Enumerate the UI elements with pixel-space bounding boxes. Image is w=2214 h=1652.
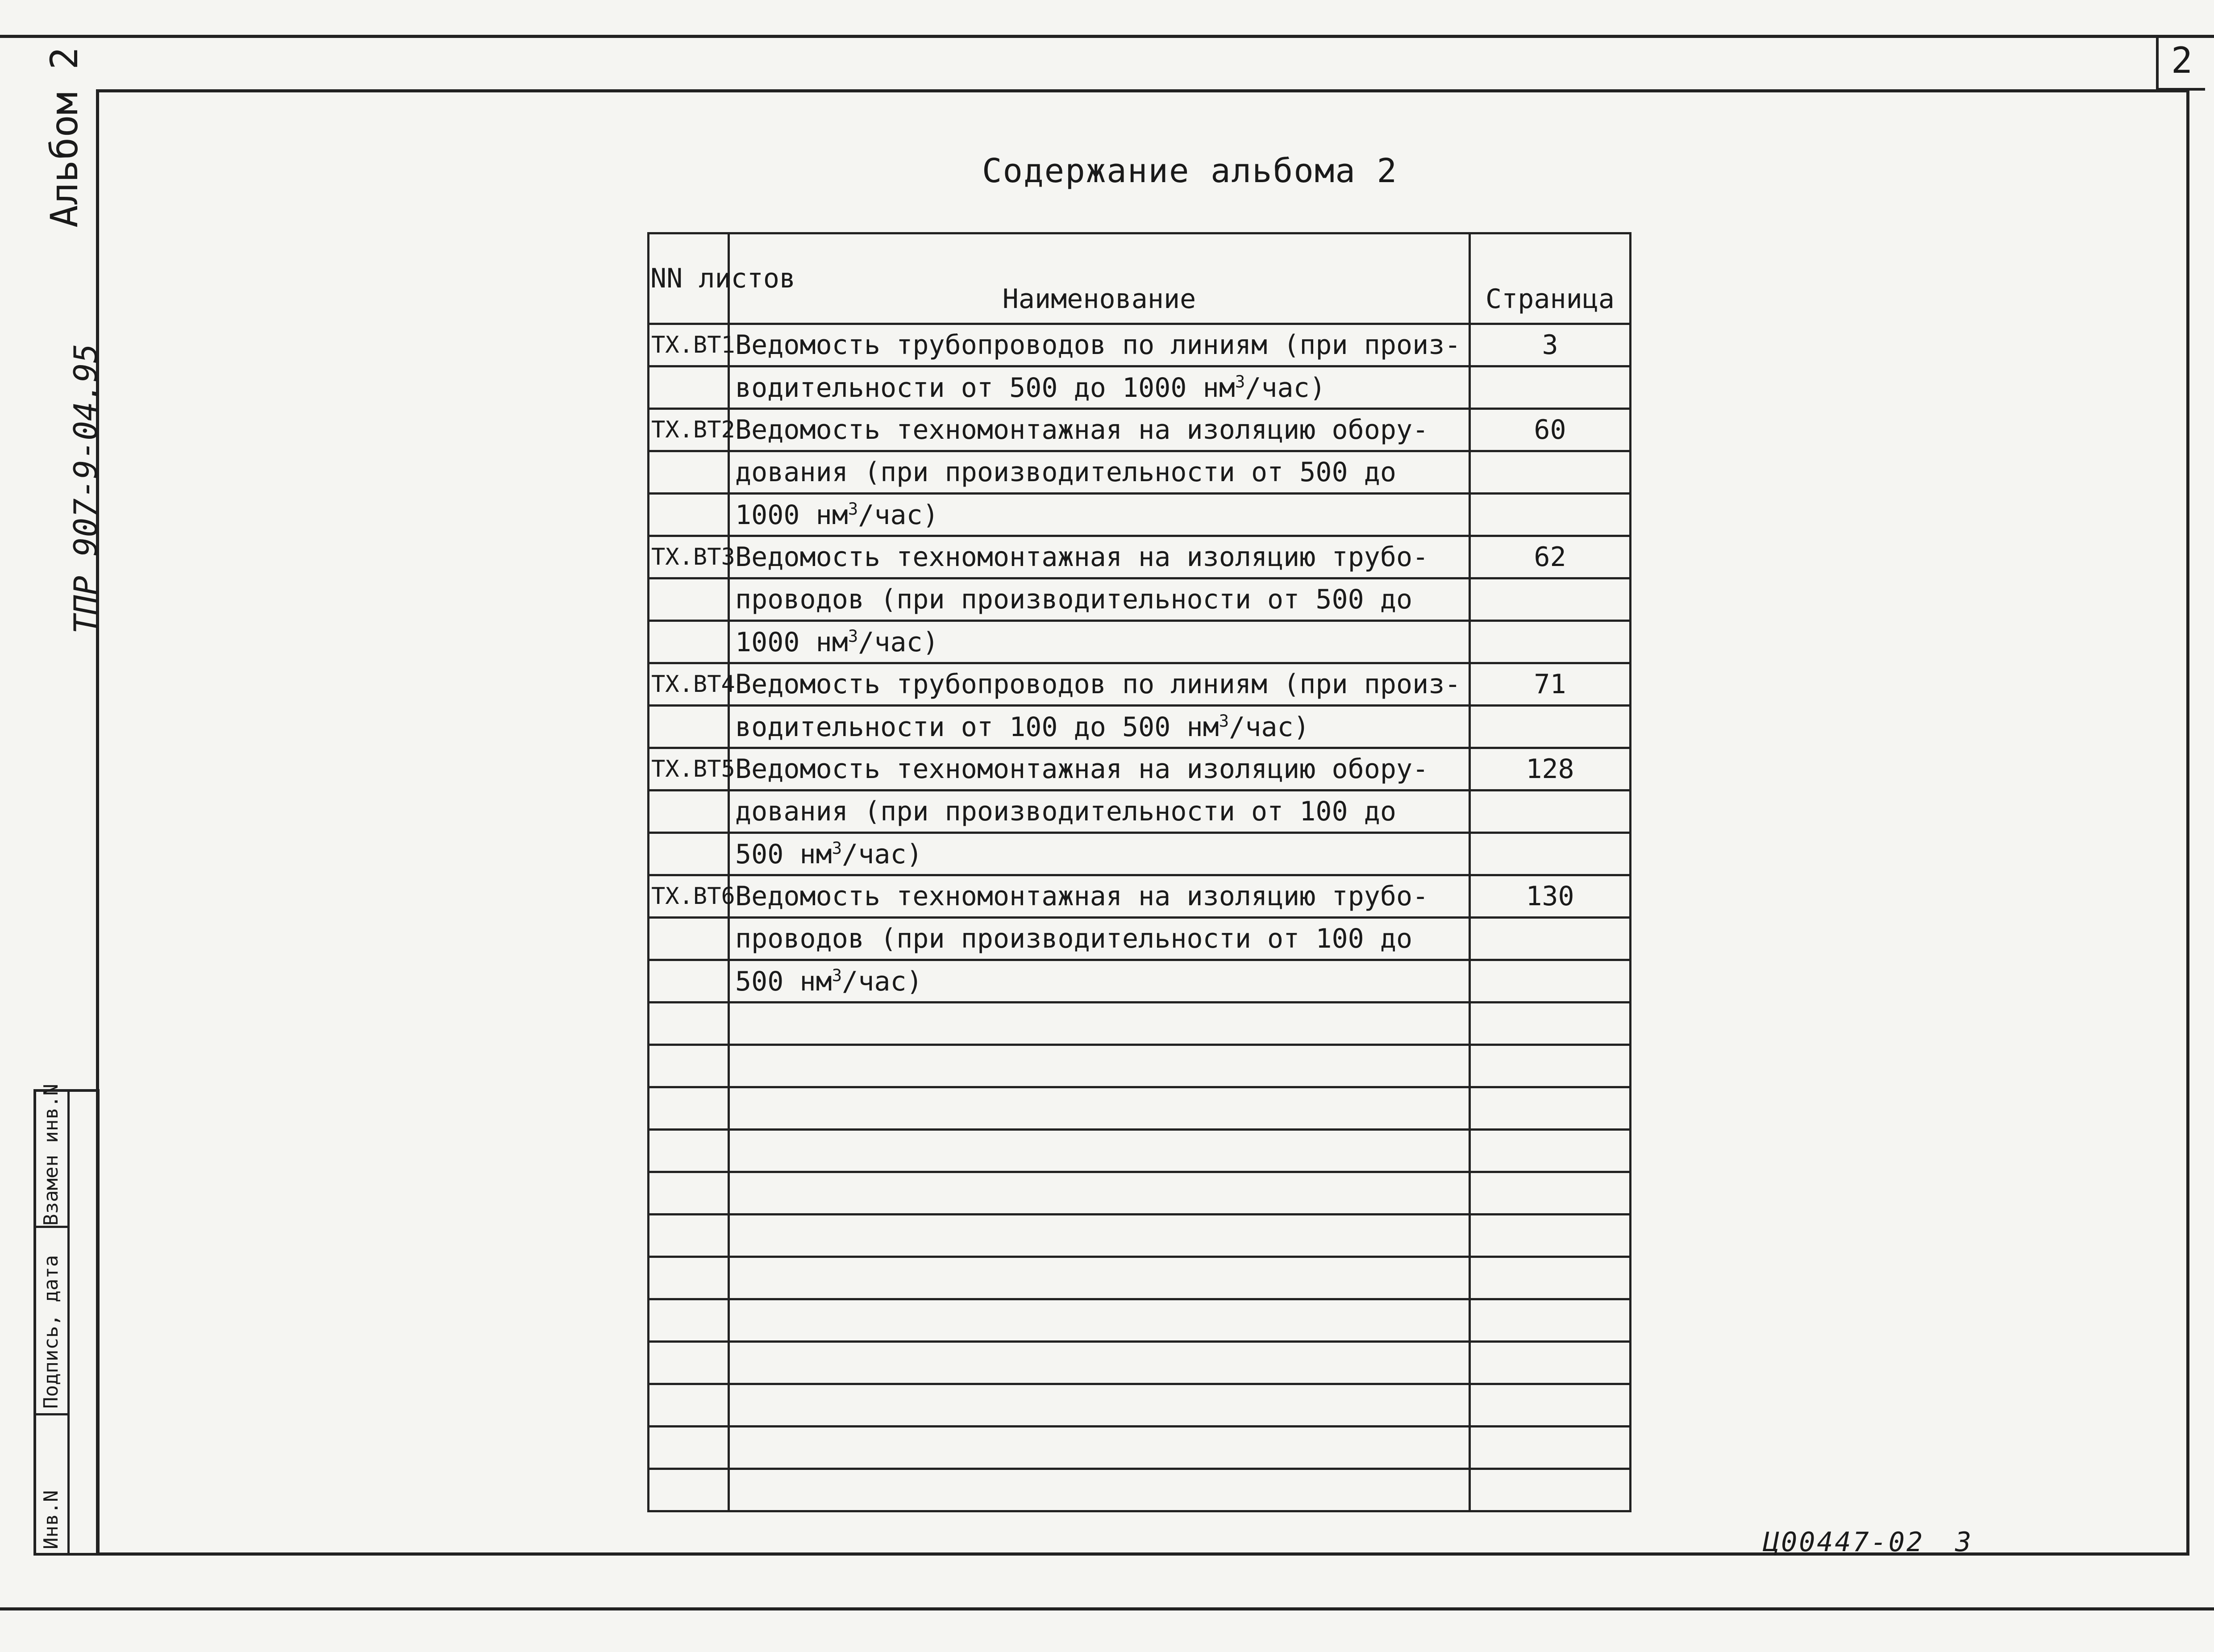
item-name-text: водительности от 100 до 500 нм (735, 711, 1219, 743)
sheet-code-cell: ТХ.ВТ2 (649, 409, 729, 451)
empty-cell (1470, 1427, 1631, 1469)
item-name-cell (729, 324, 1470, 366)
unit-tail: /час) (842, 965, 923, 997)
item-name-text: водительности от 500 до 1000 нм (735, 372, 1235, 404)
empty-cell (649, 1045, 729, 1087)
item-name-text: 1000 нм (735, 499, 848, 531)
sheet-code-cell (649, 451, 729, 494)
page-cell: 130 (1470, 875, 1631, 918)
empty-cell (649, 1257, 729, 1299)
empty-cell (649, 1172, 729, 1215)
table-row (649, 451, 1631, 494)
table-row (649, 706, 1631, 748)
page-cell: 71 (1470, 663, 1631, 706)
table-header-row (649, 233, 1631, 324)
table-row (649, 621, 1631, 663)
empty-cell (729, 1342, 1470, 1384)
unit-tail: /час) (1245, 372, 1326, 404)
table-row (649, 833, 1631, 875)
page-cell (1470, 366, 1631, 409)
sheet-code-cell (649, 578, 729, 621)
unit-tail: /час) (842, 838, 923, 870)
table-row (649, 366, 1631, 409)
empty-cell (1470, 1003, 1631, 1045)
page-cell (1470, 621, 1631, 663)
table-row (649, 960, 1631, 1003)
project-code: ТПР 907-9-04.95 (67, 343, 104, 634)
empty-cell (1470, 1469, 1631, 1511)
empty-cell (1470, 1130, 1631, 1172)
stamp-cell-signature (36, 1228, 67, 1415)
item-name-cell (729, 536, 1470, 578)
sheet-code-cell: ТХ.ВТ5 (649, 748, 729, 791)
empty-cell (729, 1003, 1470, 1045)
page-cell: 128 (1470, 748, 1631, 791)
empty-cell (1470, 1172, 1631, 1215)
stamp-divider (67, 1092, 70, 1553)
empty-row (649, 1299, 1631, 1342)
stamp-inv-number: Инв.N (40, 1490, 62, 1549)
empty-cell (729, 1045, 1470, 1087)
item-name-cell (729, 791, 1470, 833)
sheet-code-cell (649, 960, 729, 1003)
item-name-cell (729, 833, 1470, 875)
table-row (649, 578, 1631, 621)
unit-exponent: 3 (1235, 371, 1245, 391)
table-row (649, 663, 1631, 706)
document-code: Ц00447-02 (1763, 1527, 1925, 1558)
item-name-cell (729, 706, 1470, 748)
stamp-signature-date: Подпись, дата (40, 1255, 62, 1409)
empty-cell (649, 1384, 729, 1427)
empty-cell (649, 1427, 729, 1469)
item-name-text: проводов (при производительности от 100 до (735, 923, 1413, 954)
item-name-cell (729, 960, 1470, 1003)
empty-cell (729, 1257, 1470, 1299)
unit-exponent: 3 (832, 965, 842, 985)
page-cell (1470, 791, 1631, 833)
empty-cell (1470, 1384, 1631, 1427)
sheet-code-cell (649, 494, 729, 536)
item-name-cell (729, 366, 1470, 409)
item-name-cell (729, 494, 1470, 536)
stamp-cell-inv (36, 1415, 67, 1553)
table-row (649, 536, 1631, 578)
empty-cell (649, 1469, 729, 1511)
page-cell (1470, 918, 1631, 960)
empty-row (649, 1342, 1631, 1384)
table-row (649, 791, 1631, 833)
item-name-text: дования (при производительности от 500 до (735, 457, 1397, 488)
header-num: NN листов (649, 233, 729, 324)
item-name-text: 500 нм (735, 838, 832, 870)
item-name-text: дования (при производительности от 100 до (735, 796, 1397, 827)
empty-cell (729, 1215, 1470, 1257)
empty-cell (1470, 1087, 1631, 1130)
page-cell (1470, 833, 1631, 875)
page-cell (1470, 494, 1631, 536)
sheet-code-cell: ТХ.ВТ3 (649, 536, 729, 578)
empty-cell (1470, 1257, 1631, 1299)
page-cell: 3 (1470, 324, 1631, 366)
item-name-text: 500 нм (735, 965, 832, 997)
empty-row (649, 1215, 1631, 1257)
empty-cell (649, 1003, 729, 1045)
item-name-text: 1000 нм (735, 626, 848, 658)
sheet-code-cell (649, 833, 729, 875)
empty-cell (729, 1384, 1470, 1427)
table-row (649, 409, 1631, 451)
item-name-text: проводов (при производительности от 500 до (735, 584, 1413, 615)
header-page: Страница (1470, 233, 1631, 324)
sheet-code-cell (649, 621, 729, 663)
table-body (649, 324, 1631, 1511)
empty-cell (729, 1172, 1470, 1215)
page-cell (1470, 706, 1631, 748)
item-name-text: Ведомость техномонтажная на изоляцию обору- (735, 414, 1429, 445)
page-cell: 60 (1470, 409, 1631, 451)
empty-row (649, 1172, 1631, 1215)
empty-cell (649, 1215, 729, 1257)
sheet-code-cell: ТХ.ВТ1 (649, 324, 729, 366)
page-cell (1470, 578, 1631, 621)
item-name-cell (729, 451, 1470, 494)
empty-row (649, 1469, 1631, 1511)
table-row (649, 875, 1631, 918)
table-row (649, 324, 1631, 366)
empty-cell (649, 1130, 729, 1172)
empty-row (649, 1427, 1631, 1469)
stamp-cell-replaced (36, 1084, 67, 1228)
item-name-cell (729, 621, 1470, 663)
sheet-code-cell (649, 366, 729, 409)
empty-cell (649, 1087, 729, 1130)
table-row (649, 748, 1631, 791)
table-row (649, 918, 1631, 960)
empty-cell (1470, 1342, 1631, 1384)
unit-exponent: 3 (832, 838, 842, 858)
sheet-code-cell: ТХ.ВТ6 (649, 875, 729, 918)
empty-cell (649, 1342, 729, 1384)
item-name-text: Ведомость техномонтажная на изоляцию обору- (735, 753, 1429, 785)
contents-table (647, 232, 1631, 1512)
item-name-text: Ведомость трубопроводов по линиям (при произ- (735, 669, 1461, 700)
empty-cell (649, 1299, 729, 1342)
empty-row (649, 1045, 1631, 1087)
page-number: 3 (1955, 1527, 1972, 1558)
empty-cell (729, 1469, 1470, 1511)
table-row (649, 494, 1631, 536)
item-name-text: Ведомость техномонтажная на изоляцию трубо- (735, 881, 1429, 912)
empty-cell (729, 1427, 1470, 1469)
empty-row (649, 1384, 1631, 1427)
empty-row (649, 1087, 1631, 1130)
approval-stamp (33, 1084, 100, 1556)
page-title: Содержание альбома 2 (982, 152, 1398, 190)
empty-cell (1470, 1299, 1631, 1342)
album-label: Альбом 2 (42, 47, 86, 228)
item-name-cell (729, 578, 1470, 621)
unit-tail: /час) (858, 499, 939, 531)
page-cell: 62 (1470, 536, 1631, 578)
item-name-cell (729, 409, 1470, 451)
empty-cell (1470, 1045, 1631, 1087)
sheet-code-cell (649, 918, 729, 960)
item-name-cell (729, 875, 1470, 918)
unit-exponent: 3 (848, 499, 858, 519)
item-name-cell (729, 918, 1470, 960)
empty-cell (1470, 1215, 1631, 1257)
item-name-cell (729, 748, 1470, 791)
item-name-text: Ведомость трубопроводов по линиям (при произ- (735, 329, 1461, 361)
sheet-number: 2 (2156, 35, 2205, 91)
sheet-code-cell (649, 791, 729, 833)
page-cell (1470, 960, 1631, 1003)
item-name-text: Ведомость техномонтажная на изоляцию трубо- (735, 541, 1429, 573)
empty-row (649, 1130, 1631, 1172)
empty-cell (729, 1130, 1470, 1172)
item-name-cell (729, 663, 1470, 706)
sheet-code-cell (649, 706, 729, 748)
sheet-code-cell: ТХ.ВТ4 (649, 663, 729, 706)
empty-cell (729, 1299, 1470, 1342)
empty-row (649, 1257, 1631, 1299)
unit-exponent: 3 (1219, 711, 1229, 731)
unit-tail: /час) (1229, 711, 1310, 743)
empty-cell (729, 1087, 1470, 1130)
unit-tail: /час) (858, 626, 939, 658)
header-name: Наименование (729, 233, 1470, 324)
empty-row (649, 1003, 1631, 1045)
unit-exponent: 3 (848, 626, 858, 646)
stamp-replaced-inv: Взамен инв.N (40, 1084, 62, 1226)
page-cell (1470, 451, 1631, 494)
